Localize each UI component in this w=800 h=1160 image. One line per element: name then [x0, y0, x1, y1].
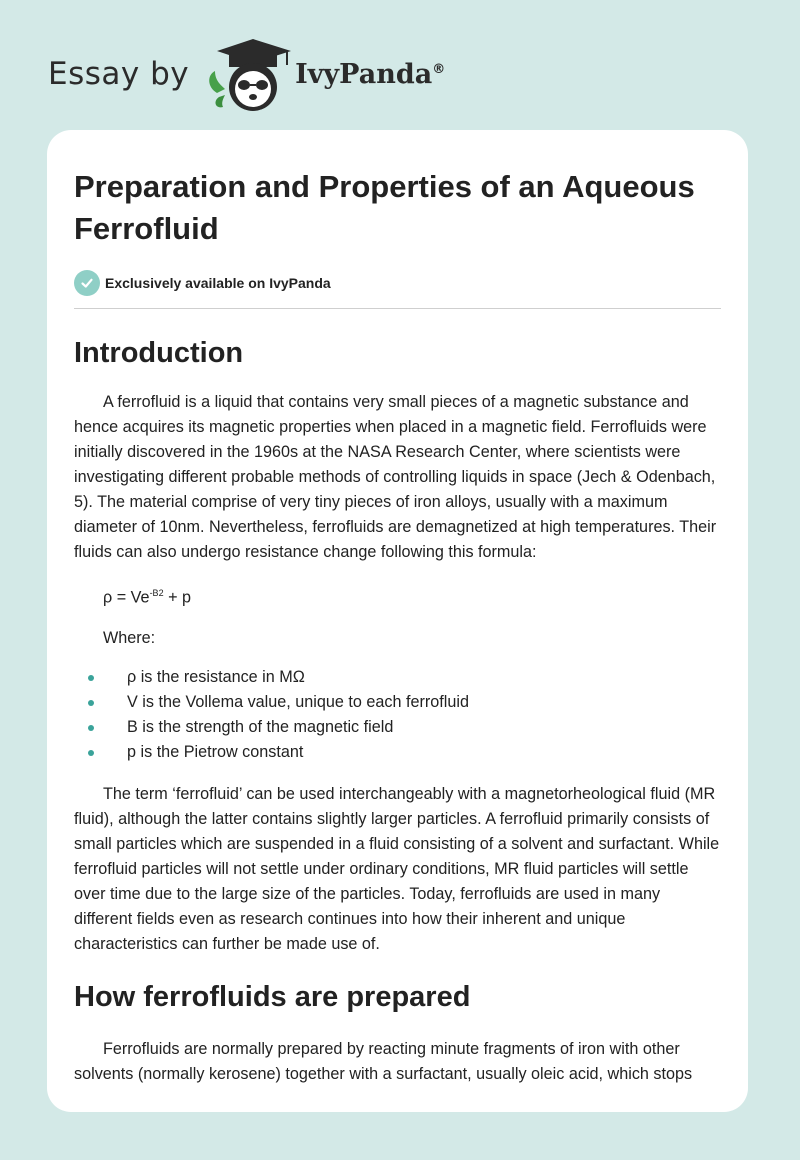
list-item: B is the strength of the magnetic field — [74, 715, 721, 740]
where-label: Where: — [103, 629, 156, 648]
divider — [74, 308, 721, 309]
exclusive-label: Exclusively available on IvyPanda — [105, 275, 331, 291]
panda-logo-icon — [203, 35, 295, 113]
paragraph: The term ‘ferrofluid’ can be used interchangeably with a magnetorheological fluid (MR fluid), although the latter contains slightly larger particles. A ferrofluid primarily consists of small particles which are suspended in a fluid consisting of a solvent and surfactant. While ferrofluid particles will not settle under ordinary conditions, MR fluid particles will settle over time due to the large size of the particles. Today, ferrofluids are used in many different fields even as research continues into how their inherent and unique characteristics can further be made use of. — [74, 785, 720, 954]
exclusive-badge — [74, 270, 721, 296]
section-heading-preparation: How ferrofluids are prepared — [74, 981, 471, 1014]
list-item: p is the Pietrow constant — [74, 740, 721, 765]
resistance-formula: $\rho = Ve^{-B2} + p$ — [103, 588, 192, 607]
paragraph: Ferrofluids are normally prepared by reacting minute fragments of iron with other solvents (normally kerosene) together with a surfactant, usually oleic acid, which stops — [74, 1040, 693, 1084]
site-brand[interactable] — [48, 34, 445, 114]
list-item: ρ is the resistance in MΩ — [74, 665, 721, 690]
essay-card — [47, 130, 748, 1112]
check-circle-icon — [74, 270, 100, 296]
essay-title: Preparation and Properties of an Aqueous Ferrofluid — [74, 169, 695, 246]
brand-name: IvyPanda® — [295, 58, 446, 90]
section-heading-introduction: Introduction — [74, 337, 244, 369]
paragraph: A ferrofluid is a liquid that contains very small pieces of a magnetic substance and hence acquires its magnetic properties when placed in a magnetic field. Ferrofluids were initially discovered in the 1960s at the NASA Research Center, where scientists were investigating different probable methods of controlling liquids in space (Jech & Odenbach, 5). The material comprise of very tiny pieces of iron alloys, usually with a maximum diameter of 10nm. Nevertheless, ferrofluids are demagnetized at high temperatures. Their fluids can also undergo resistance change following this formula: — [74, 393, 717, 561]
variable-list — [74, 665, 721, 765]
list-item: V is the Vollema value, unique to each ferrofluid — [74, 690, 721, 715]
brand-prefix: Essay by — [48, 56, 190, 92]
